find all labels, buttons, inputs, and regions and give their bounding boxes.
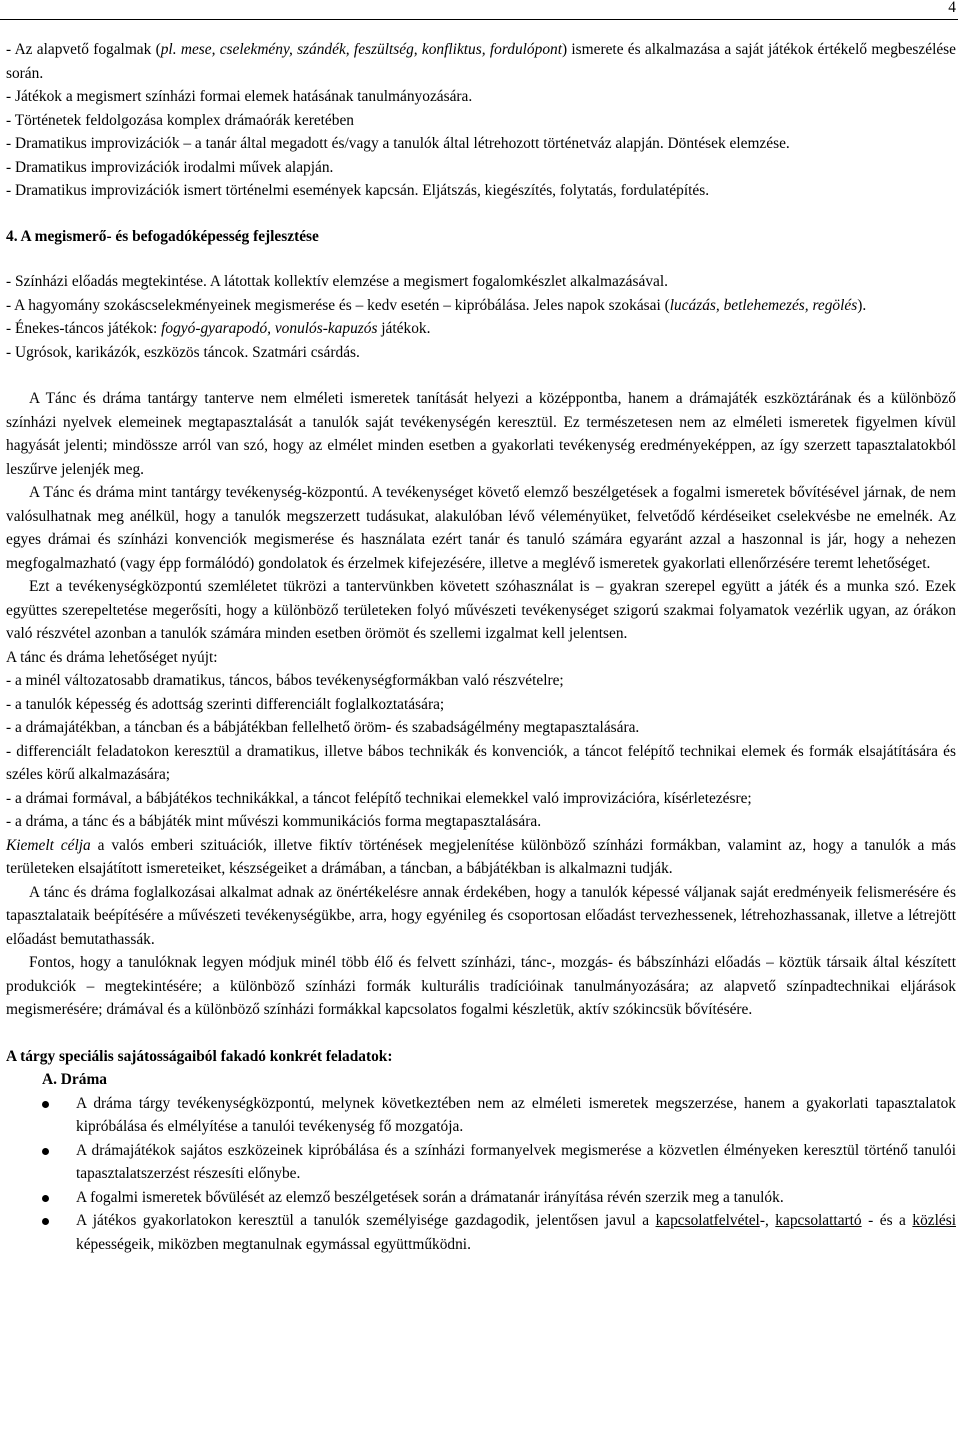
- text-line: A tánc és dráma lehetőséget nyújt:: [6, 648, 218, 666]
- text-line: - Játékok a megismert színházi formai elemek hatásának tanulmányozására.: [6, 88, 473, 105]
- list-line: - a minél változatosabb dramatikus, táncos, bábos tevékenységformákban való részvételre;: [6, 672, 564, 689]
- page-content: [6, 38, 956, 1256]
- text-line: - Énekes-táncos játékok: fogyó-gyarapodó, vonulós-kapuzós játékok.: [6, 320, 431, 337]
- text-line: - Ugrósok, karikázók, eszközös táncok. Szatmári csárdás.: [6, 343, 360, 361]
- body-paragraph: Ezt a tevékenységközpontú szemléletet tükrözi a tantervünkben követett szóhasználat is – gyakran szerepel együtt a játék és a munka szó. Ezek együttes szerepeltetése megerősíti, hogy a különböző területeken folyó művészeti tevékenységet szigorú szakmai folyamatok vezérlik ugyan, az órákon való részvétel azonban a tanulók számára minden esetben örömöt és szellemi izgalmat kell jelentsen.: [6, 578, 956, 642]
- list-line: - a drámajátékban, a táncban és a bábjátékban fellelhető öröm- és szabadságélmény megtapasztalására.: [6, 719, 640, 736]
- body-paragraph: A Tánc és dráma tantárgy tanterve nem elméleti ismeretek tanítását helyezi a középpontba, hanem a drámajáték eszköztárának és a különböző színházi nyelvek elemeinek megtapasztalását a tanulók saját tevékenységén keresztül. Ez természetesen nem az elméleti ismeretek figyelmen kívül hagyását jelenti; mindössze arról van szó, hogy az elmélet minden esetben a gyakorlati tevékenység eredményeképpen, az így szerzett tapasztalatokból leszűrve jelenjék meg.: [6, 390, 956, 478]
- body-paragraph: A tánc és dráma foglalkozásai alkalmat adnak az önértékelésre annak érdekében, hogy a tanulók képessé váljanak saját eredményeik felismerésére és tapasztalataik beépítésére a művészeti tevékenységükbe, arra, hogy egyénileg és csoportosan előadást tervezhessenek, létrehozhassanak, illetve a létrejött előadást bemutathassák.: [6, 883, 956, 948]
- text-line: - Dramatikus improvizációk irodalmi művek alapján.: [6, 158, 334, 176]
- body-paragraph: A Tánc és dráma mint tantárgy tevékenység-központú. A tevékenységet követő elemző beszélgetések a fogalmi ismeretek bővítésével járnak, de nem valósulhatnak meg anélkül, hogy a tanulók megszerzett tudásukat, alakulóban lévő véleményüket, felvetődő kérdéseiket cselekvésbe ne emelnék. Az egyes drámai és színházi konvenciók megismerése és használata ezért tanár és tanuló számára egyaránt azzal a haszonnal is jár, hogy a nehezen megfogalmazható (vagy épp formálódó) gondolatok és érzelmek kifejezésére, illetve a meglévő ismeretek gyakorlati ellenőrzésére teremt lehetőséget.: [6, 484, 956, 572]
- spacer: [6, 203, 956, 225]
- section-heading: A tárgy speciális sajátosságaiból fakadó konkrét feladatok:: [6, 1047, 393, 1065]
- page-number: 4: [948, 0, 956, 16]
- spacer: [6, 364, 956, 387]
- list-line: - a tanulók képesség és adottság szerinti differenciált foglalkoztatására;: [6, 695, 445, 713]
- subsection-heading: A. Dráma: [42, 1071, 107, 1088]
- list-line: - differenciált feladatokon keresztül a dramatikus, illetve bábos technikák és konvenciók, a táncot felépítő technikai elemek és formák elsajátítására és széles körű alkalmazására;: [6, 742, 956, 783]
- list-item: A dráma tárgy tevékenységközpontú, melynek következtében nem az elméleti ismeretek megszerzése, hanem a gyakorlati tapasztalatok kipróbálása és elmélyítése a tanulói tevékenység fő mozgatója.: [6, 1092, 956, 1139]
- list-item: A fogalmi ismeretek bővülését az elemző beszélgetések során a drámatanár irányítása révén szerzik meg a tanulók.: [6, 1186, 956, 1210]
- text-line: - A hagyomány szokáscselekményeinek megismerése és – kedv esetén – kipróbálása. Jeles napok szokásai (lucázás, betlehemezés, regölés).: [6, 296, 867, 314]
- list-line: - a drámai formával, a bábjátékos technikákkal, a táncot felépítő technikai elemekkel való improvizációra, kísérletezésre;: [6, 789, 752, 807]
- bullet-icon: [42, 1101, 49, 1108]
- text-line: - Színházi előadás megtekintése. A látottak kollektív elemzése a megismert fogalomkészlet alkalmazásával.: [6, 273, 668, 290]
- list-item: A játékos gyakorlatokon keresztül a tanulók személyisége gazdagodik, jelentősen javul a kapcsolatfelvétel-, kapcsolattartó - és a közlési képességeik, miközben megtanulnak egymással együttműködni.: [6, 1209, 956, 1256]
- bullet-icon: [42, 1195, 49, 1202]
- text-line: - Az alapvető fogalmak (pl. mese, cselekmény, szándék, feszültség, konfliktus, fordulópont) ismerete és alkalmazása a saját játékok értékelő megbeszélése során.: [6, 41, 956, 82]
- section-heading: 4. A megismerő- és befogadóképesség fejlesztése: [6, 227, 319, 245]
- text-line: - Történetek feldolgozása komplex drámaórák keretében: [6, 111, 354, 129]
- text-line: - Dramatikus improvizációk – a tanár által megadott és/vagy a tanulók által létrehozott történetváz alapján. Döntések elemzése.: [6, 135, 790, 152]
- body-paragraph: Fontos, hogy a tanulóknak legyen módjuk minél több élő és felvett színházi, tánc-, mozgás- és bábszínházi előadás – köztük társaik által készített produkciók – megtekintésére; a különböző színházi formák kulturális tradícióinak tanulmányozására; az alapvető színpadtechnikai eljárások megismerésére; drámával és a különböző színházi formákkal kapcsolatos fogalmi készletük, aktív szókincsük bővítésére.: [6, 954, 956, 1018]
- bullet-list: [6, 1092, 956, 1257]
- spacer: [6, 248, 956, 270]
- body-paragraph: Kiemelt célja a valós emberi szituációk, illetve fiktív történések megjelenítése különböző színházi formákban, valamint az, hogy a tanulók a más területeken elsajátított ismereteiket, készségeiket a drámában, a táncban, a bábjátékban is alkalmazni tudják.: [6, 836, 956, 877]
- list-line: - a dráma, a tánc és a bábjáték mint művészi kommunikációs forma megtapasztalására.: [6, 813, 542, 830]
- text-line: - Dramatikus improvizációk ismert történelmi események kapcsán. Eljátszás, kiegészítés, folytatás, fordulatépítés.: [6, 182, 710, 199]
- spacer: [6, 1022, 956, 1045]
- header-rule: [0, 19, 958, 20]
- bullet-icon: [42, 1148, 49, 1155]
- bullet-icon: [42, 1218, 49, 1225]
- list-item: A drámajátékok sajátos eszközeinek kipróbálása és a színházi formanyelvek megismerése a közvetlen élményeken keresztül történő tanulói tapasztalatszerzést részesíti előnybe.: [6, 1139, 956, 1186]
